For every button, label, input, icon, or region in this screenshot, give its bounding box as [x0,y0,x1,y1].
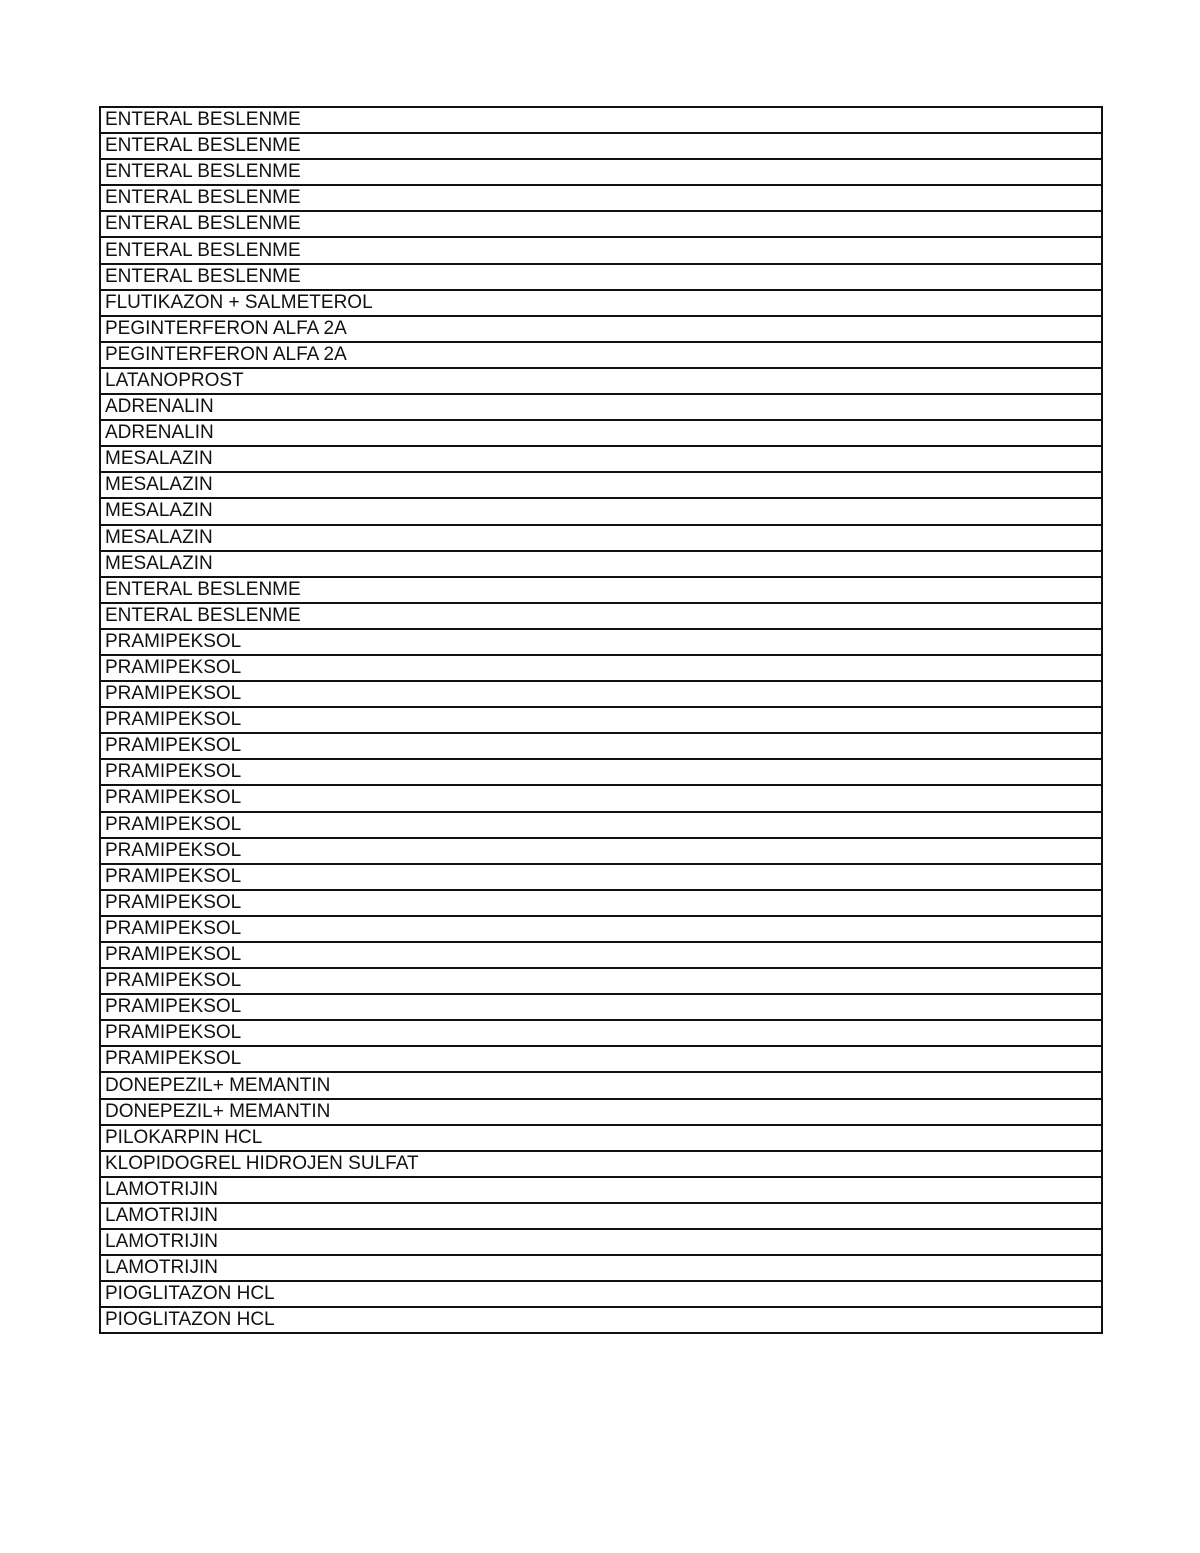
drug-name-cell: ADRENALIN [100,420,1102,446]
table-row [100,1099,1102,1125]
table-row [100,916,1102,942]
table-row [100,759,1102,785]
table-row [100,942,1102,968]
table-row [100,264,1102,290]
table-row [100,1151,1102,1177]
drug-name-cell: DONEPEZIL+ MEMANTIN [100,1072,1102,1098]
table-row [100,290,1102,316]
table-row [100,681,1102,707]
table-row [100,864,1102,890]
drug-name-table [99,106,1103,1334]
table-row [100,890,1102,916]
drug-name-cell: ENTERAL BESLENME [100,577,1102,603]
table-row [100,1255,1102,1281]
table-body [100,107,1102,1333]
drug-name-cell: PRAMIPEKSOL [100,812,1102,838]
table-row [100,655,1102,681]
table-row [100,1177,1102,1203]
drug-name-cell: PRAMIPEKSOL [100,838,1102,864]
table-row [100,577,1102,603]
drug-name-cell: PRAMIPEKSOL [100,759,1102,785]
table-row [100,1307,1102,1333]
table-row [100,420,1102,446]
drug-name-cell: LAMOTRIJIN [100,1203,1102,1229]
table-row [100,472,1102,498]
table-row [100,707,1102,733]
drug-name-cell: ENTERAL BESLENME [100,185,1102,211]
table-row [100,785,1102,811]
table-row [100,316,1102,342]
table-row [100,733,1102,759]
drug-name-cell: MESALAZIN [100,551,1102,577]
table-row [100,446,1102,472]
drug-name-cell: MESALAZIN [100,446,1102,472]
table-row [100,1281,1102,1307]
table-row [100,525,1102,551]
table-row [100,1125,1102,1151]
drug-name-cell: FLUTIKAZON + SALMETEROL [100,290,1102,316]
drug-name-cell: PRAMIPEKSOL [100,1020,1102,1046]
table-row [100,107,1102,133]
drug-name-cell: LAMOTRIJIN [100,1229,1102,1255]
drug-name-cell: LATANOPROST [100,368,1102,394]
table-row [100,185,1102,211]
drug-name-cell: PRAMIPEKSOL [100,733,1102,759]
table-row [100,1020,1102,1046]
table-row [100,838,1102,864]
table-row [100,1046,1102,1072]
drug-name-cell: PRAMIPEKSOL [100,942,1102,968]
table-row [100,551,1102,577]
drug-name-cell: PRAMIPEKSOL [100,707,1102,733]
drug-name-cell: PRAMIPEKSOL [100,681,1102,707]
drug-name-cell: PEGINTERFERON ALFA 2A [100,342,1102,368]
table-row [100,968,1102,994]
drug-name-cell: ENTERAL BESLENME [100,133,1102,159]
drug-name-cell: ENTERAL BESLENME [100,159,1102,185]
drug-name-cell: MESALAZIN [100,498,1102,524]
drug-name-cell: MESALAZIN [100,525,1102,551]
table-row [100,1229,1102,1255]
table-row [100,1072,1102,1098]
drug-name-cell: PEGINTERFERON ALFA 2A [100,316,1102,342]
drug-name-cell: PRAMIPEKSOL [100,968,1102,994]
drug-name-cell: LAMOTRIJIN [100,1177,1102,1203]
drug-name-cell: ENTERAL BESLENME [100,211,1102,237]
drug-name-cell: LAMOTRIJIN [100,1255,1102,1281]
drug-name-cell: MESALAZIN [100,472,1102,498]
drug-name-cell: ENTERAL BESLENME [100,603,1102,629]
table-row [100,603,1102,629]
drug-name-cell: PRAMIPEKSOL [100,655,1102,681]
drug-name-cell: ENTERAL BESLENME [100,107,1102,133]
drug-name-cell: PRAMIPEKSOL [100,864,1102,890]
drug-name-cell: ENTERAL BESLENME [100,264,1102,290]
drug-name-cell: ADRENALIN [100,394,1102,420]
drug-name-cell: PILOKARPIN HCL [100,1125,1102,1151]
drug-name-cell: PRAMIPEKSOL [100,785,1102,811]
table-row [100,629,1102,655]
drug-name-cell: PRAMIPEKSOL [100,629,1102,655]
table-row [100,342,1102,368]
table-row [100,211,1102,237]
drug-name-cell: KLOPIDOGREL HIDROJEN SULFAT [100,1151,1102,1177]
table-row [100,237,1102,263]
drug-name-cell: PRAMIPEKSOL [100,890,1102,916]
drug-name-cell: DONEPEZIL+ MEMANTIN [100,1099,1102,1125]
drug-name-cell: PIOGLITAZON HCL [100,1307,1102,1333]
drug-name-cell: PIOGLITAZON HCL [100,1281,1102,1307]
table-row [100,812,1102,838]
table-row [100,133,1102,159]
drug-name-cell: ENTERAL BESLENME [100,237,1102,263]
drug-name-cell: PRAMIPEKSOL [100,1046,1102,1072]
drug-name-cell: PRAMIPEKSOL [100,994,1102,1020]
table-row [100,368,1102,394]
table-row [100,1203,1102,1229]
table-row [100,394,1102,420]
drug-name-cell: PRAMIPEKSOL [100,916,1102,942]
table-row [100,159,1102,185]
table-row [100,994,1102,1020]
table-row [100,498,1102,524]
